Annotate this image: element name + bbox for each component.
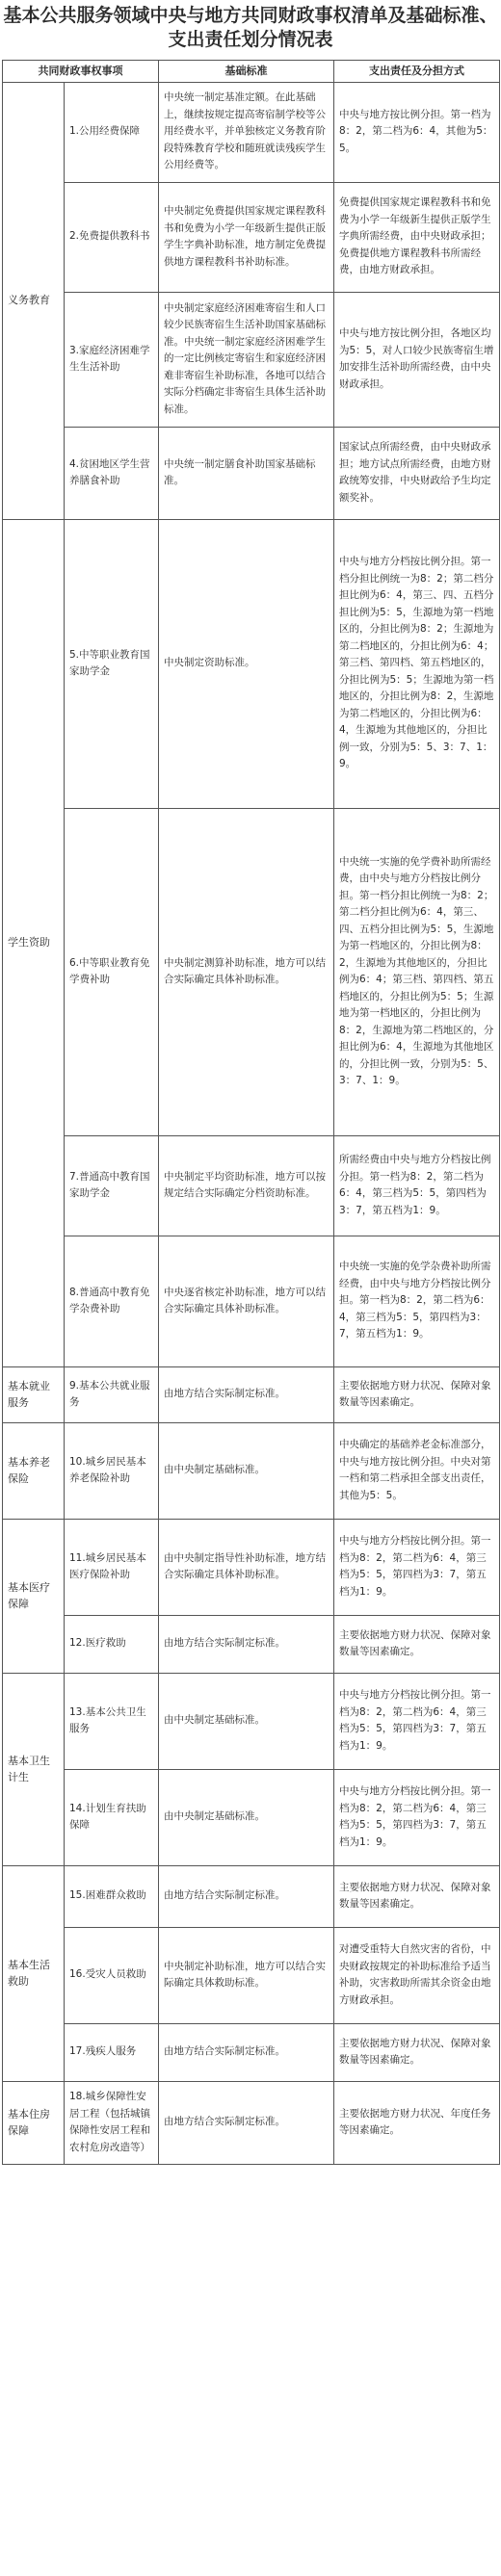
item-cell: 16.受灾人员救助: [65, 1927, 159, 2023]
basis-cell: 中央制定平均资助标准，地方可以按规定结合实际确定分档资助标准。: [159, 1135, 334, 1236]
responsibility-cell: 免费提供国家规定课程教科书和免费为小学一年级新生提供正版学生字典所需经费，由中央财政承担；免费提供地方课程教科书所需经费，由地方财政承担。: [334, 182, 500, 292]
header-item: 共同财政事权事项: [3, 61, 159, 83]
table-row: [3, 1366, 500, 1422]
basis-cell: 中央统一制定膳食补助国家基础标准。: [159, 427, 334, 519]
table-row: [3, 1927, 500, 2023]
item-cell: 10.城乡居民基本养老保险补助: [65, 1422, 159, 1519]
basis-cell: 由中央制定基础标准。: [159, 1673, 334, 1769]
item-cell: 9.基本公共就业服务: [65, 1366, 159, 1422]
responsibility-cell: 所需经费由中央与地方分档按比例分担。第一档为8：2，第二档为6：4，第三档为5：5，第四档为3：7，第五档为1：9。: [334, 1135, 500, 1236]
category-cell: 基本生活救助: [3, 1865, 65, 2081]
basis-cell: 由地方结合实际制定标准。: [159, 1615, 334, 1673]
basis-cell: 由地方结合实际制定标准。: [159, 2081, 334, 2164]
basis-cell: 由中央制定指导性补助标准，地方结合实际确定具体补助标准。: [159, 1519, 334, 1615]
item-cell: 14.计划生育扶助保障: [65, 1769, 159, 1865]
responsibility-cell: 主要依据地方财力状况、保障对象数量等因素确定。: [334, 1366, 500, 1422]
basis-cell: 由中央制定基础标准。: [159, 1422, 334, 1519]
item-cell: 8.普通高中教育免学杂费补助: [65, 1236, 159, 1366]
table-row: [3, 1673, 500, 1769]
table-row: [3, 82, 500, 182]
responsibility-cell: 国家试点所需经费，由中央财政承担；地方试点所需经费，由地方财政统筹安排，中央财政给予生均定额奖补。: [334, 427, 500, 519]
header-basis: 基础标准: [159, 61, 334, 83]
table-row: [3, 292, 500, 427]
table-row: [3, 182, 500, 292]
responsibility-cell: 中央与地方分档按比例分担。第一档为8：2，第二档为6：4，第三档为5：5，第四档为3：7，第五档为1：9。: [334, 1673, 500, 1769]
table-row: [3, 1135, 500, 1236]
item-cell: 18.城乡保障性安居工程（包括城镇保障性安居工程和农村危房改造等）: [65, 2081, 159, 2164]
responsibility-cell: 中央与地方按比例分担，各地区均为5：5，对人口较少民族寄宿生增加安排生活补助所需经费，由中央财政承担。: [334, 292, 500, 427]
basis-cell: 由中央制定基础标准。: [159, 1769, 334, 1865]
category-cell: 义务教育: [3, 82, 65, 519]
item-cell: 7.普通高中教育国家助学金: [65, 1135, 159, 1236]
page-title: 基本公共服务领域中央与地方共同财政事权清单及基础标准、支出责任划分情况表: [3, 5, 498, 50]
responsibility-cell: 中央与地方按比例分担。第一档为8：2，第二档为6：4，其他为5：5。: [334, 82, 500, 182]
responsibility-cell: 主要依据地方财力状况、保障对象数量等因素确定。: [334, 2023, 500, 2081]
category-cell: 基本就业服务: [3, 1366, 65, 1422]
table-row: [3, 1615, 500, 1673]
basis-cell: 中央制定家庭经济困难寄宿生和人口较少民族寄宿生生活补助国家基础标准。中央统一制定家庭经济困难学生的一定比例核定寄宿生和家庭经济困难非寄宿生补助标准，各地可以结合实际分档确定非寄宿生具体生活补助标准。: [159, 292, 334, 427]
item-cell: 13.基本公共卫生服务: [65, 1673, 159, 1769]
table-row: [3, 1865, 500, 1927]
item-cell: 17.残疾人服务: [65, 2023, 159, 2081]
item-cell: 3.家庭经济困难学生生活补助: [65, 292, 159, 427]
basis-cell: 由地方结合实际制定标准。: [159, 1366, 334, 1422]
responsibility-cell: 中央统一实施的免学杂费补助所需经费，由中央与地方分档按比例分担。第一档为8：2，第二档为6：4，第三档为5：5，第四档为3：7，第五档为1：9。: [334, 1236, 500, 1366]
table-row: [3, 427, 500, 519]
basis-cell: 由地方结合实际制定标准。: [159, 1865, 334, 1927]
table-row: [3, 1236, 500, 1366]
responsibility-table: [2, 60, 500, 2165]
category-cell: 基本医疗保障: [3, 1519, 65, 1673]
category-cell: 学生资助: [3, 519, 65, 1366]
item-cell: 11.城乡居民基本医疗保险补助: [65, 1519, 159, 1615]
category-cell: 基本卫生计生: [3, 1673, 65, 1865]
table-row: [3, 519, 500, 808]
responsibility-cell: 主要依据地方财力状况、保障对象数量等因素确定。: [334, 1615, 500, 1673]
responsibility-cell: 主要依据地方财力状况、年度任务等因素确定。: [334, 2081, 500, 2164]
table-header-row: [3, 61, 500, 83]
table-row: [3, 2023, 500, 2081]
basis-cell: 中央制定资助标准。: [159, 519, 334, 808]
responsibility-cell: 中央与地方分档按比例分担。第一档分担比例统一为8：2；第二档分担比例为6：4，第三、四、五档分担比例为5：5，生源地为第一档地区的，分担比例为8：2；生源地为第二档地区的，分担比例为6：4；第三档、第四档、第五档地区的，分担比例为5：5；生源地为第一档地区的，分担比例为8：2，生源地为第二档地区的，分担比例为6：4，生源地为其他地区的，分担比例一致，分别为5：5、3：7、1：9。: [334, 519, 500, 808]
item-cell: 6.中等职业教育免学费补助: [65, 808, 159, 1135]
table-row: [3, 1769, 500, 1865]
responsibility-cell: 中央确定的基础养老金标准部分，中央与地方按比例分担。中央对第一档和第二档承担全部支出责任，其他为5：5。: [334, 1422, 500, 1519]
responsibility-cell: 对遭受重特大自然灾害的省份，中央财政按规定的补助标准给予适当补助，灾害救助所需其余资金由地方财政承担。: [334, 1927, 500, 2023]
item-cell: 1.公用经费保障: [65, 82, 159, 182]
basis-cell: 中央统一制定基准定额。在此基础上，继续按规定提高寄宿制学校等公用经费水平，并单独核定义务教育阶段特殊教育学校和随班就读残疾学生公用经费等。: [159, 82, 334, 182]
table-row: [3, 2081, 500, 2164]
item-cell: 15.困难群众救助: [65, 1865, 159, 1927]
item-cell: 12.医疗救助: [65, 1615, 159, 1673]
category-cell: 基本养老保险: [3, 1422, 65, 1519]
item-cell: 4.贫困地区学生营养膳食补助: [65, 427, 159, 519]
table-row: [3, 808, 500, 1135]
responsibility-cell: 中央与地方分档按比例分担。第一档为8：2，第二档为6：4，第三档为5：5，第四档为3：7，第五档为1：9。: [334, 1769, 500, 1865]
category-cell: 基本住房保障: [3, 2081, 65, 2164]
basis-cell: 中央制定免费提供国家规定课程教科书和免费为小学一年级新生提供正版学生字典补助标准，地方制定免费提供地方课程教科书补助标准。: [159, 182, 334, 292]
basis-cell: 中央制定补助标准，地方可以结合实际确定具体救助标准。: [159, 1927, 334, 2023]
item-cell: 5.中等职业教育国家助学金: [65, 519, 159, 808]
header-responsibility: 支出责任及分担方式: [334, 61, 500, 83]
responsibility-cell: 主要依据地方财力状况、保障对象数量等因素确定。: [334, 1865, 500, 1927]
basis-cell: 由地方结合实际制定标准。: [159, 2023, 334, 2081]
responsibility-cell: 中央与地方分档按比例分担。第一档为8：2，第二档为6：4，第三档为5：5，第四档为3：7，第五档为1：9。: [334, 1519, 500, 1615]
basis-cell: 中央逐省核定补助标准，地方可以结合实际确定具体补助标准。: [159, 1236, 334, 1366]
basis-cell: 中央制定测算补助标准，地方可以结合实际确定具体补助标准。: [159, 808, 334, 1135]
item-cell: 2.免费提供教科书: [65, 182, 159, 292]
table-row: [3, 1422, 500, 1519]
table-row: [3, 1519, 500, 1615]
responsibility-cell: 中央统一实施的免学费补助所需经费，由中央与地方分档按比例分担。第一档分担比例统一为8：2；第二档分担比例为6：4，第三、四、五档分担比例为5：5，生源地为第一档地区的，分担比例为8：2，生源地为其他地区的，分担比例为6：4；第三档、第四档、第五档地区的，分担比例为5：5；生源地为第一档地区的，分担比例为8：2，生源地为第二档地区的，分担比例为6：4，生源地为其他地区的，分担比例一致，分别为5：5、3：7、1：9。: [334, 808, 500, 1135]
